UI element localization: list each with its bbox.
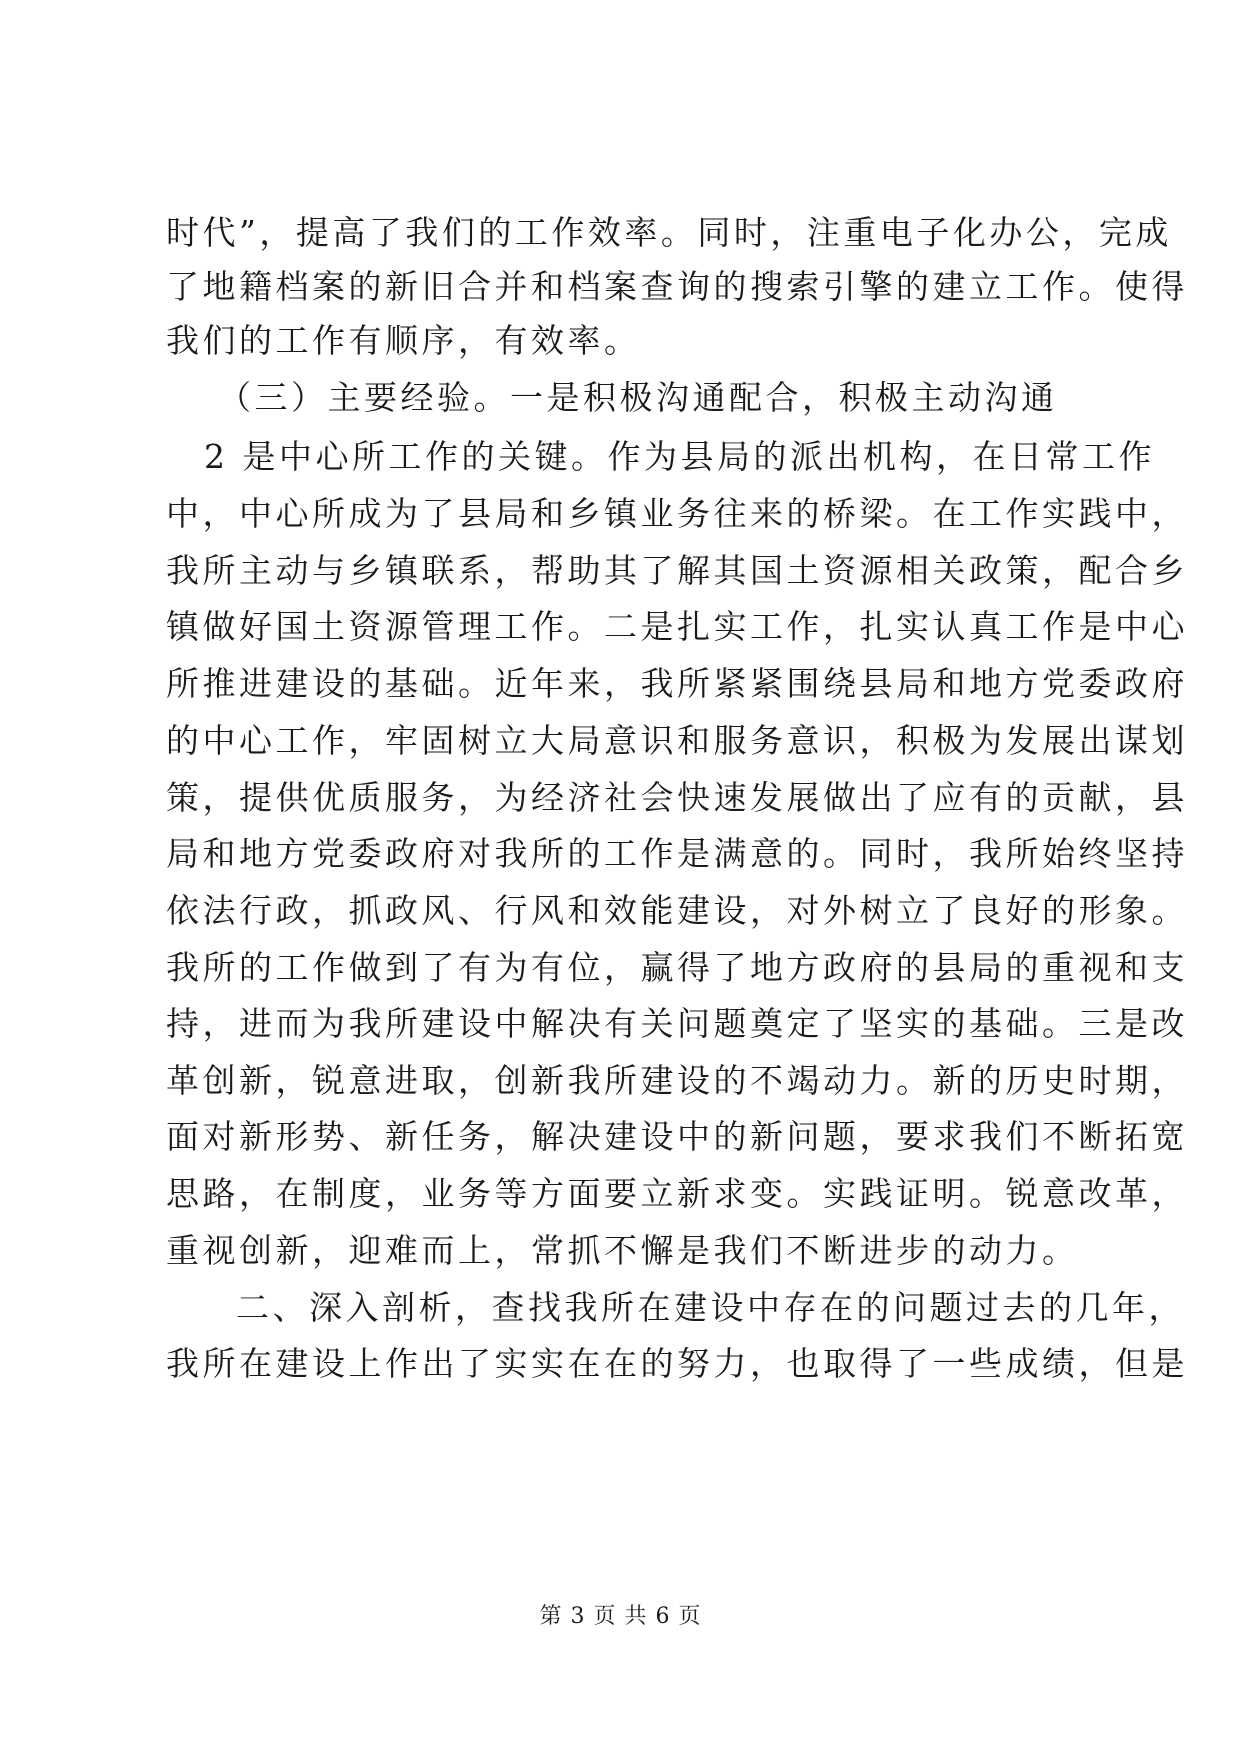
text-line: 面对新形势、新任务，解决建设中的新问题，要求我们不断拓宽 — [166, 1117, 1188, 1156]
text-line: 革创新，锐意进取，创新我所建设的不竭动力。新的历史时期， — [166, 1061, 1188, 1100]
text-line: 我所的工作做到了有为有位，赢得了地方政府的县局的重视和支 — [166, 948, 1188, 987]
text-line: 持，进而为我所建设中解决有关问题奠定了坚实的基础。三是改 — [166, 1004, 1188, 1043]
section-heading: 二、深入剖析，查找我所在建设中存在的问题过去的几年， — [236, 1288, 1185, 1327]
text-line: 依法行政，抓政风、行风和效能建设，对外树立了良好的形象。 — [166, 891, 1188, 930]
text-line: 我们的工作有顺序，有效率。 — [166, 321, 641, 360]
text-line: 2 是中心所工作的关键。作为县局的派出机构，在日常工作 — [204, 437, 1155, 476]
page-number-footer: 第 3 页 共 6 页 — [539, 1604, 702, 1629]
text-line: 我所在建设上作出了实实在在的努力，也取得了一些成绩，但是 — [166, 1344, 1188, 1383]
text-line: 时代”，提高了我们的工作效率。同时，注重电子化办公，完成 — [166, 213, 1172, 252]
text-line: 中，中心所成为了县局和乡镇业务往来的桥梁。在工作实践中， — [166, 494, 1188, 533]
section-heading: （三）主要经验。一是积极沟通配合，积极主动沟通 — [218, 378, 1058, 417]
text-line: 的中心工作，牢固树立大局意识和服务意识，积极为发展出谋划 — [166, 721, 1188, 760]
text-line: 重视创新，迎难而上，常抓不懈是我们不断进步的动力。 — [166, 1231, 1079, 1270]
text-line: 策，提供优质服务，为经济社会快速发展做出了应有的贡献，县 — [166, 778, 1188, 817]
text-line: 所推进建设的基础。近年来，我所紧紧围绕县局和地方党委政府 — [166, 664, 1188, 703]
text-line: 镇做好国土资源管理工作。二是扎实工作，扎实认真工作是中心 — [166, 607, 1188, 646]
text-line: 我所主动与乡镇联系，帮助其了解其国土资源相关政策，配合乡 — [166, 551, 1188, 590]
text-line: 思路，在制度，业务等方面要立新求变。实践证明。锐意改革， — [166, 1174, 1188, 1213]
text-line: 了地籍档案的新旧合并和档案查询的搜索引擎的建立工作。使得 — [166, 267, 1188, 306]
text-line: 局和地方党委政府对我所的工作是满意的。同时，我所始终坚持 — [166, 834, 1188, 873]
